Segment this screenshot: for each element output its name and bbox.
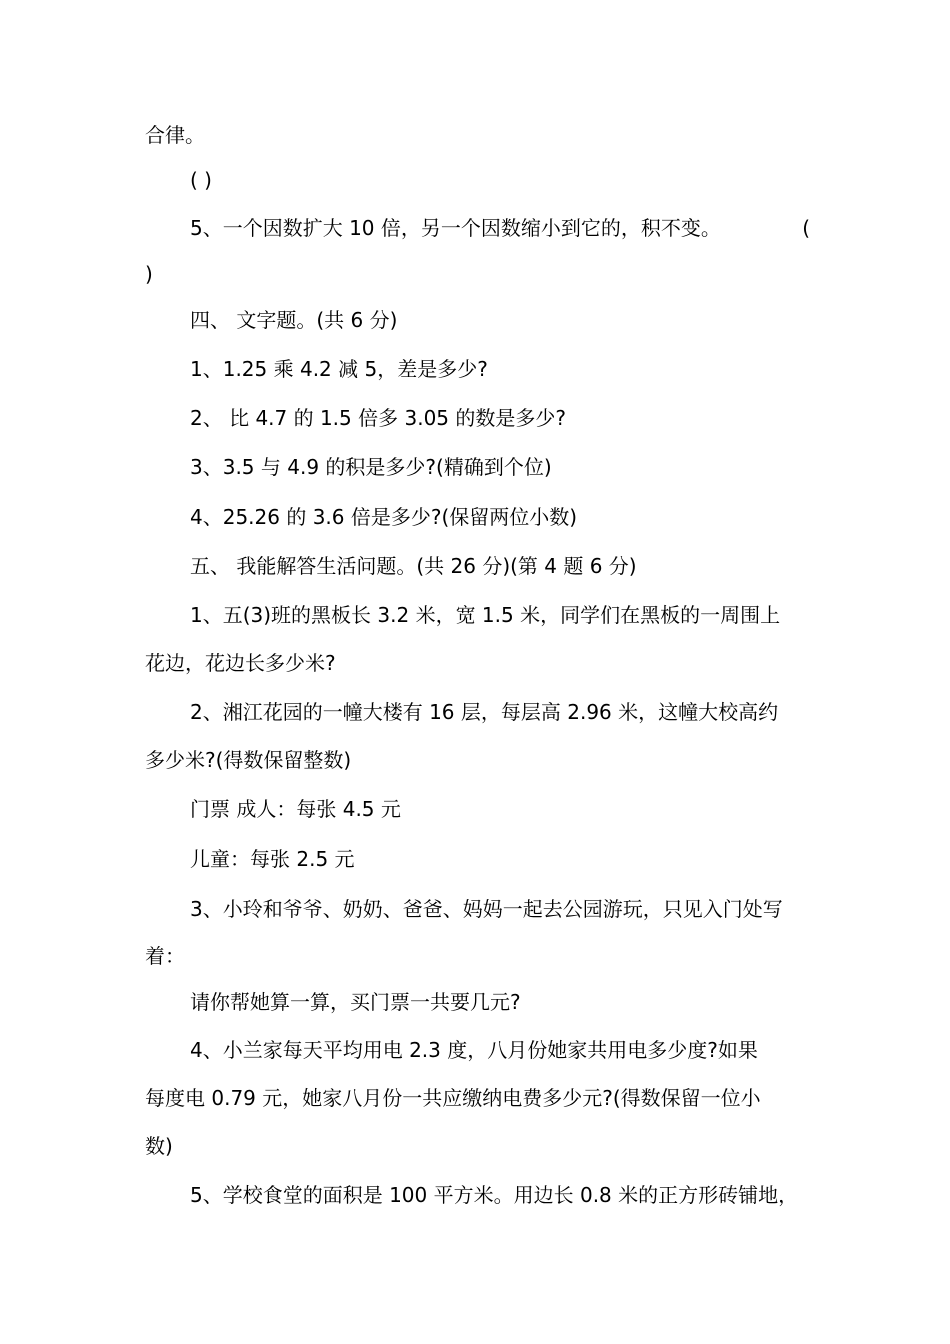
answer-paren-open: ( [802, 216, 810, 240]
text-line: 多少米?(得数保留整数) [145, 748, 352, 772]
question-text: 5、一个因数扩大 10 倍，另一个因数缩小到它的，积不变。 [190, 216, 721, 240]
text-line: 3、3.5 与 4.9 的积是多少?(精确到个位) [190, 455, 552, 479]
section-heading: 四、 文字题。(共 6 分) [190, 308, 398, 332]
text-line: 2、 比 4.7 的 1.5 倍多 3.05 的数是多少? [190, 406, 566, 430]
text-line: 3、小玲和爷爷、奶奶、爸爸、妈妈一起去公园游玩，只见入门处写 [190, 897, 783, 921]
text-line: 每度电 0.79 元，她家八月份一共应缴纳电费多少元?(得数保留一位小 [145, 1086, 761, 1110]
answer-paren-close: ) [145, 262, 153, 286]
text-line: 花边，花边长多少米? [145, 651, 336, 675]
section-heading: 五、 我能解答生活问题。(共 26 分)(第 4 题 6 分) [190, 554, 637, 578]
text-line: 1、五(3)班的黑板长 3.2 米，宽 1.5 米，同学们在黑板的一周围上 [190, 603, 781, 627]
text-line: 5、学校食堂的面积是 100 平方米。用边长 0.8 米的正方形砖铺地， [190, 1183, 799, 1207]
text-line: 门票 成人：每张 4.5 元 [190, 797, 401, 821]
text-line: 1、1.25 乘 4.2 减 5，差是多少? [190, 357, 488, 381]
text-line: 合律。 [145, 123, 205, 147]
text-line: 儿童：每张 2.5 元 [190, 847, 355, 871]
text-line: 2、湘江花园的一幢大楼有 16 层，每层高 2.96 米，这幢大校高约 [190, 700, 779, 724]
text-line: 数) [145, 1134, 173, 1158]
text-line: 着： [145, 944, 185, 968]
text-line: 请你帮她算一算，买门票一共要几元? [190, 990, 521, 1014]
text-line: 4、小兰家每天平均用电 2.3 度，八月份她家共用电多少度?如果 [190, 1038, 758, 1062]
text-line: ( ) [190, 168, 212, 192]
text-line [190, 214, 810, 242]
text-line: 4、25.26 的 3.6 倍是多少?(保留两位小数) [190, 505, 578, 529]
